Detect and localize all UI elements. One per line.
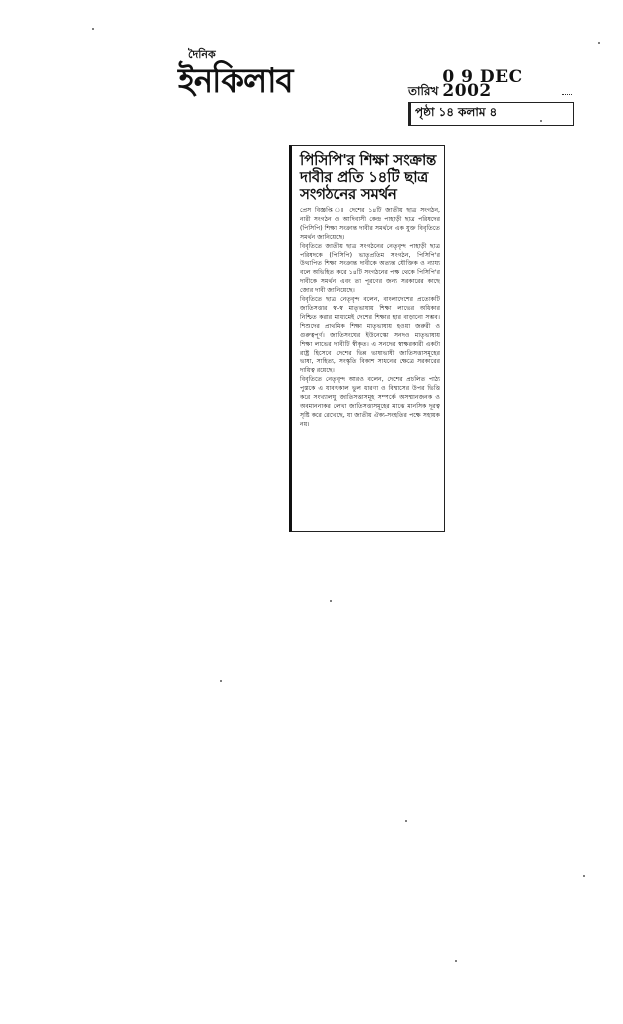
scan-speck <box>405 820 407 822</box>
article-headline: পিসিপি'র শিক্ষা সংক্রান্ত দাবীর প্রতি ১৪টি ছাত্র সংগঠনের সমর্থন <box>300 151 437 203</box>
stamp-date-row <box>408 67 574 101</box>
stamp-page-value: ১৪ <box>438 105 455 119</box>
stamp-date-value: 0 9 DEC 2002 <box>442 67 523 101</box>
scan-speck <box>583 875 585 877</box>
stamp-dotted-line-end <box>562 94 572 95</box>
masthead-daily-label: দৈনিক <box>188 48 216 61</box>
stamp-page-row <box>408 102 574 126</box>
scan-speck <box>455 960 457 962</box>
article-paragraph: বিবৃতিতে নেতৃবৃন্দ আরও বলেন, দেশের প্রচলিত পাঠ্য পুস্তকে এ যাবৎকাল ভুল ধারণা ও বিশ্বাসের উপর ভিত্তি করে সংখ্যালঘু জাতিসত্তাসমূহ সম্পর্কে অসম্মানজনক ও অবমাননাকর লেখা জাতিসত্তাসমূহের মাঝে মানসিক দূরত্ব সৃষ্টি করে রেখেছে, যা জাতীয় ঐক্য-সংহতির পক্ষে সহায়ক নয়। <box>300 376 440 428</box>
stamp-page-label: পৃষ্ঠা <box>415 105 435 119</box>
scan-speck <box>92 28 94 30</box>
article-paragraph: প্রেস বিজ্ঞপ্তি ঃ দেশের ১৪টি জাতীয় ছাত্র সংগঠন, নারী সংগঠন ও আদিবাসী কেন্দ্র পাহাড়ী ছাত্র পরিষদের (পিসিপি) শিক্ষা সংক্রান্ত দাবীর সমর্থনে এক যুক্ত বিবৃতিতে সমর্থন জানিয়েছে। <box>300 207 440 241</box>
scan-speck <box>598 42 600 44</box>
scan-speck <box>540 120 542 122</box>
archive-stamp <box>408 67 574 126</box>
scan-speck <box>330 600 332 602</box>
article-paragraph: বিবৃতিতে ছাত্র নেতৃবৃন্দ বলেন, বাংলাদেশের প্রত্যেকটি জাতিসত্তার স্ব-স্ব মাতৃভাষায় শিক্ষা লাভের অধিকার নিশ্চিত করার মাধ্যমেই দেশের শিক্ষার হার বাড়ানো সম্ভব। শিশুদের প্রাথমিক শিক্ষা মাতৃভাষায় হওয়া জরুরী ও গুরুত্বপূর্ণ। জাতিসংঘের ইউনেস্কো সনদও মাতৃভাষায় শিক্ষা লাভের দাবীটি স্বীকৃত। এ সনদের স্বাক্ষরকারী একটা রাষ্ট্র হিসেবে দেশের ভিন্ন ভাষাভাষী জাতিসত্তাসমূহের ভাষা, সাহিত্য, সংস্কৃতি বিকাশ সাধনের ক্ষেত্রে সরকারের দায়িত্ব রয়েছে। <box>300 296 440 375</box>
newspaper-masthead <box>178 48 299 101</box>
newspaper-clipping <box>289 145 445 532</box>
stamp-column-value: ৪ <box>489 105 498 119</box>
stamp-date-label: তারিখ <box>408 84 439 98</box>
masthead-newspaper-name: ইনকিলাব <box>178 61 293 101</box>
stamp-column-label: কলাম <box>458 105 486 119</box>
article-paragraph: বিবৃতিতে জাতীয় ছাত্র সংগঠনের নেতৃবৃন্দ পাহাড়ী ছাত্র পরিষদকে (পিসিপি) ভাতৃপ্রতিম সংগঠন, পিসিপি'র উত্থাপিত শিক্ষা সংক্রান্ত দাবীকে অত্যন্ত যৌক্তিক ও ন্যায্য বলে অভিহিত করে ১৪টি সংগঠনের পক্ষ থেকে পিসিপি'র দাবীকে সমর্থন এবং তা পূরণের জন্য সরকারের কাছে জোর দাবী জানিয়েছে। <box>300 242 440 295</box>
scan-speck <box>220 680 222 682</box>
